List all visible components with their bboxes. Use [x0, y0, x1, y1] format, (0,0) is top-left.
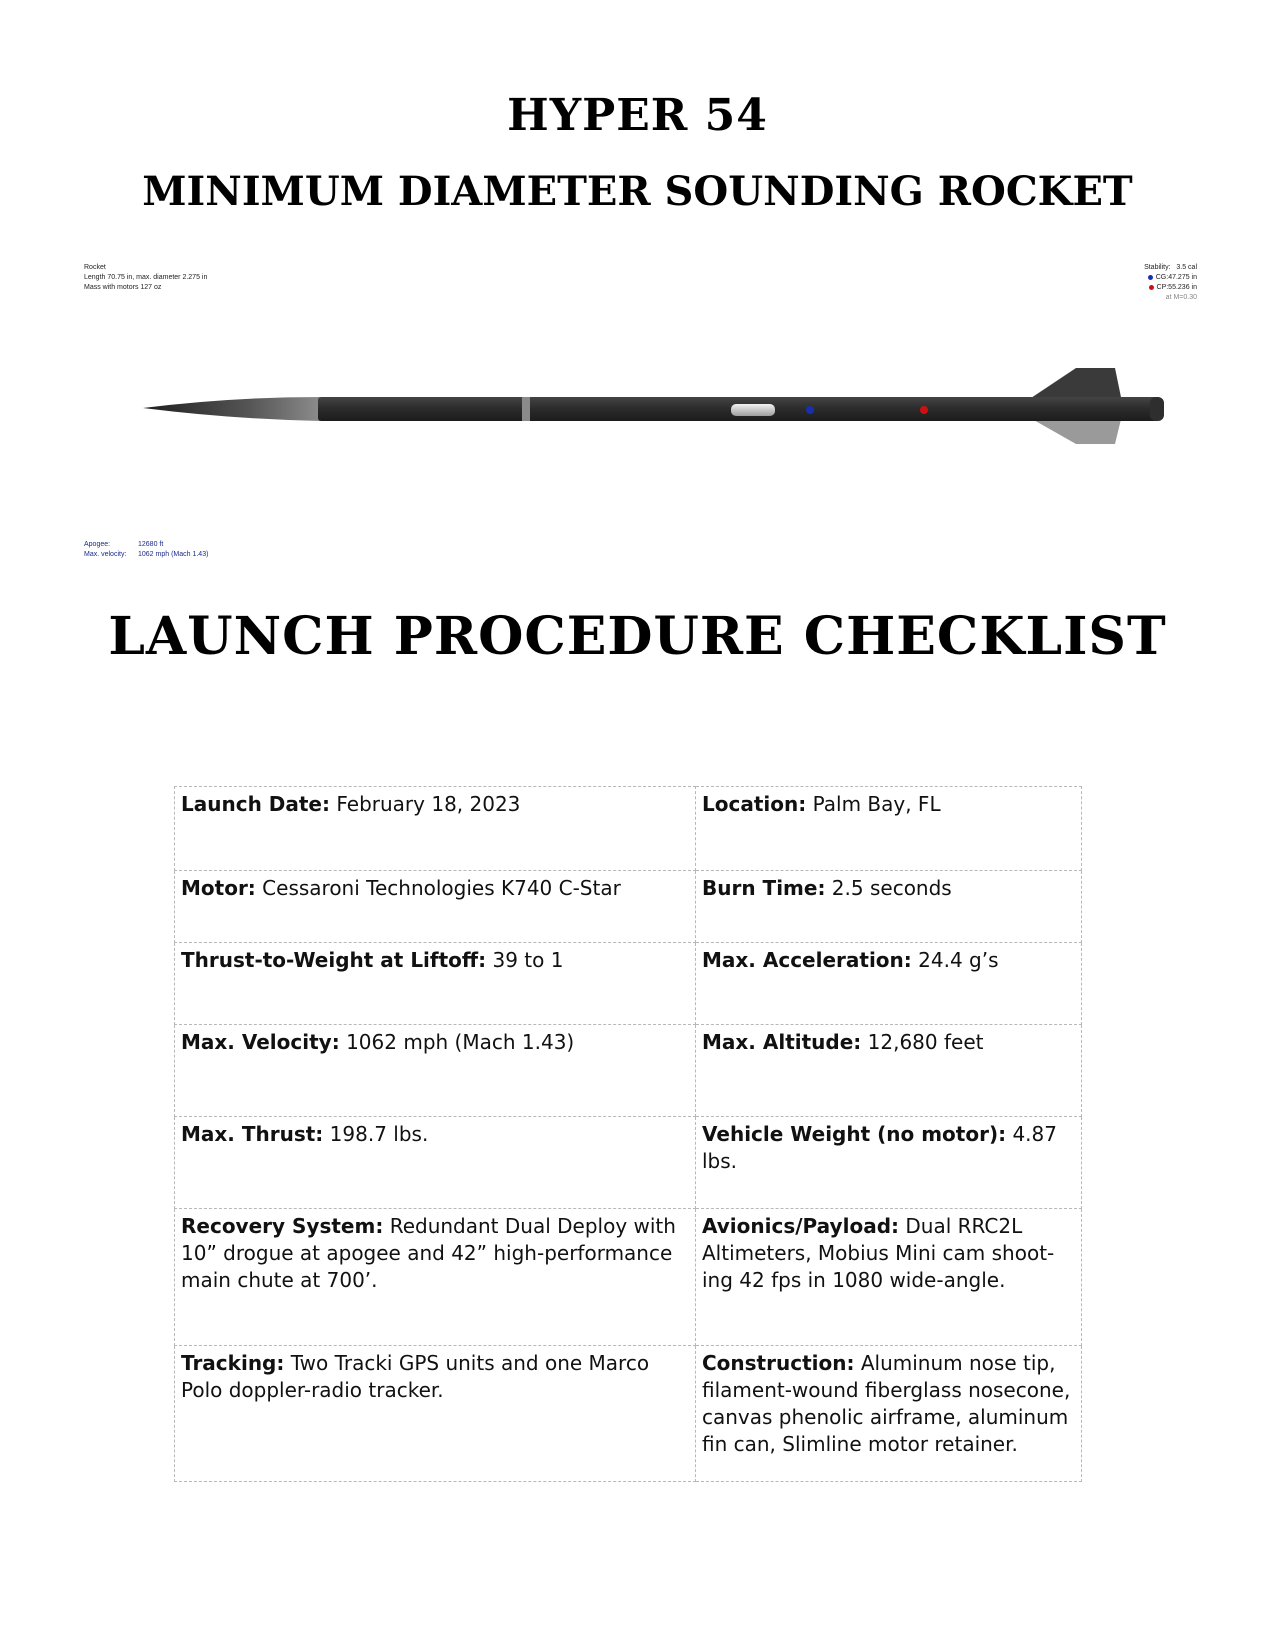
nose-cone [143, 397, 320, 421]
page-subtitle: MINIMUM DIAMETER SOUNDING ROCKET [142, 168, 1133, 215]
stability-label: Stability: [1144, 264, 1171, 271]
mach-note: at M=0.30 [1165, 294, 1197, 301]
stability-block [1144, 263, 1197, 303]
table-row [175, 787, 1082, 871]
spec-max-velocity: Max. Velocity: 1062 mph (Mach 1.43) [175, 1025, 696, 1117]
fin-top [1025, 368, 1122, 402]
motor-retainer [1150, 397, 1164, 421]
launch-lug [731, 404, 775, 416]
table-row [175, 1117, 1082, 1209]
rocket-mass: Mass with motors 127 oz [84, 284, 162, 291]
spec-avionics-payload: Avionics/Payload: Dual RRC2L Altimeters, Mobius Mini cam shoot-ing 42 fps in 1080 wide-angle. [696, 1209, 1082, 1346]
spec-max-acceleration: Max. Acceleration: 24.4 g’s [696, 943, 1082, 1025]
table-row [175, 943, 1082, 1025]
cg-icon [1148, 275, 1153, 280]
specs-table [174, 786, 1082, 1482]
spec-tracking: Tracking: Two Tracki GPS units and one Marco Polo doppler-radio tracker. [175, 1346, 696, 1482]
coupler-band [522, 397, 530, 421]
spec-max-altitude: Max. Altitude: 12,680 feet [696, 1025, 1082, 1117]
cg-marker [806, 406, 814, 414]
rocket-info-block [84, 263, 207, 293]
spec-vehicle-weight: Vehicle Weight (no motor): 4.87 lbs. [696, 1117, 1082, 1209]
cp-value: CP:55.236 in [1156, 284, 1197, 291]
spec-max-thrust: Max. Thrust: 198.7 lbs. [175, 1117, 696, 1209]
spec-burn-time: Burn Time: 2.5 seconds [696, 871, 1082, 943]
spec-location: Location: Palm Bay, FL [696, 787, 1082, 871]
cp-row [1144, 283, 1197, 293]
cg-row [1144, 273, 1197, 283]
rocket-name: Rocket [84, 264, 106, 271]
spec-motor: Motor: Cessaroni Technologies K740 C-Star [175, 871, 696, 943]
cg-value: CG:47.275 in [1155, 274, 1197, 281]
cp-icon [1149, 285, 1154, 290]
checklist-title: LAUNCH PROCEDURE CHECKLIST [108, 606, 1167, 667]
velocity-label: Max. velocity: [84, 551, 127, 558]
velocity-row [84, 550, 208, 560]
spec-launch-date: Launch Date: February 18, 2023 [175, 787, 696, 871]
rocket-length: Length 70.75 in, max. diameter 2.275 in [84, 274, 208, 281]
table-row [175, 1025, 1082, 1117]
stability-row [1144, 263, 1197, 273]
spec-thrust-to-weight: Thrust-to-Weight at Liftoff: 39 to 1 [175, 943, 696, 1025]
apogee-value: 12680 ft [138, 541, 164, 548]
velocity-value: 1062 mph (Mach 1.43) [138, 551, 209, 558]
spec-construction: Construction: Aluminum nose tip, filament-wound fiberglass nosecone, canvas phenolic airframe, aluminum fin can, Slimline motor retainer. [696, 1346, 1082, 1482]
page-title: HYPER 54 [507, 90, 768, 141]
flight-results-block [84, 540, 208, 560]
apogee-label: Apogee: [84, 541, 111, 548]
stability-value: 3.5 cal [1176, 264, 1197, 271]
spec-recovery-system: Recovery System: Redundant Dual Deploy with 10” drogue at apogee and 42” high-performance main chute at 700’. [175, 1209, 696, 1346]
table-row [175, 1346, 1082, 1482]
table-row [175, 871, 1082, 943]
apogee-row [84, 540, 208, 550]
table-row [175, 1209, 1082, 1346]
rocket-diagram [0, 340, 1275, 480]
cp-marker [920, 406, 928, 414]
